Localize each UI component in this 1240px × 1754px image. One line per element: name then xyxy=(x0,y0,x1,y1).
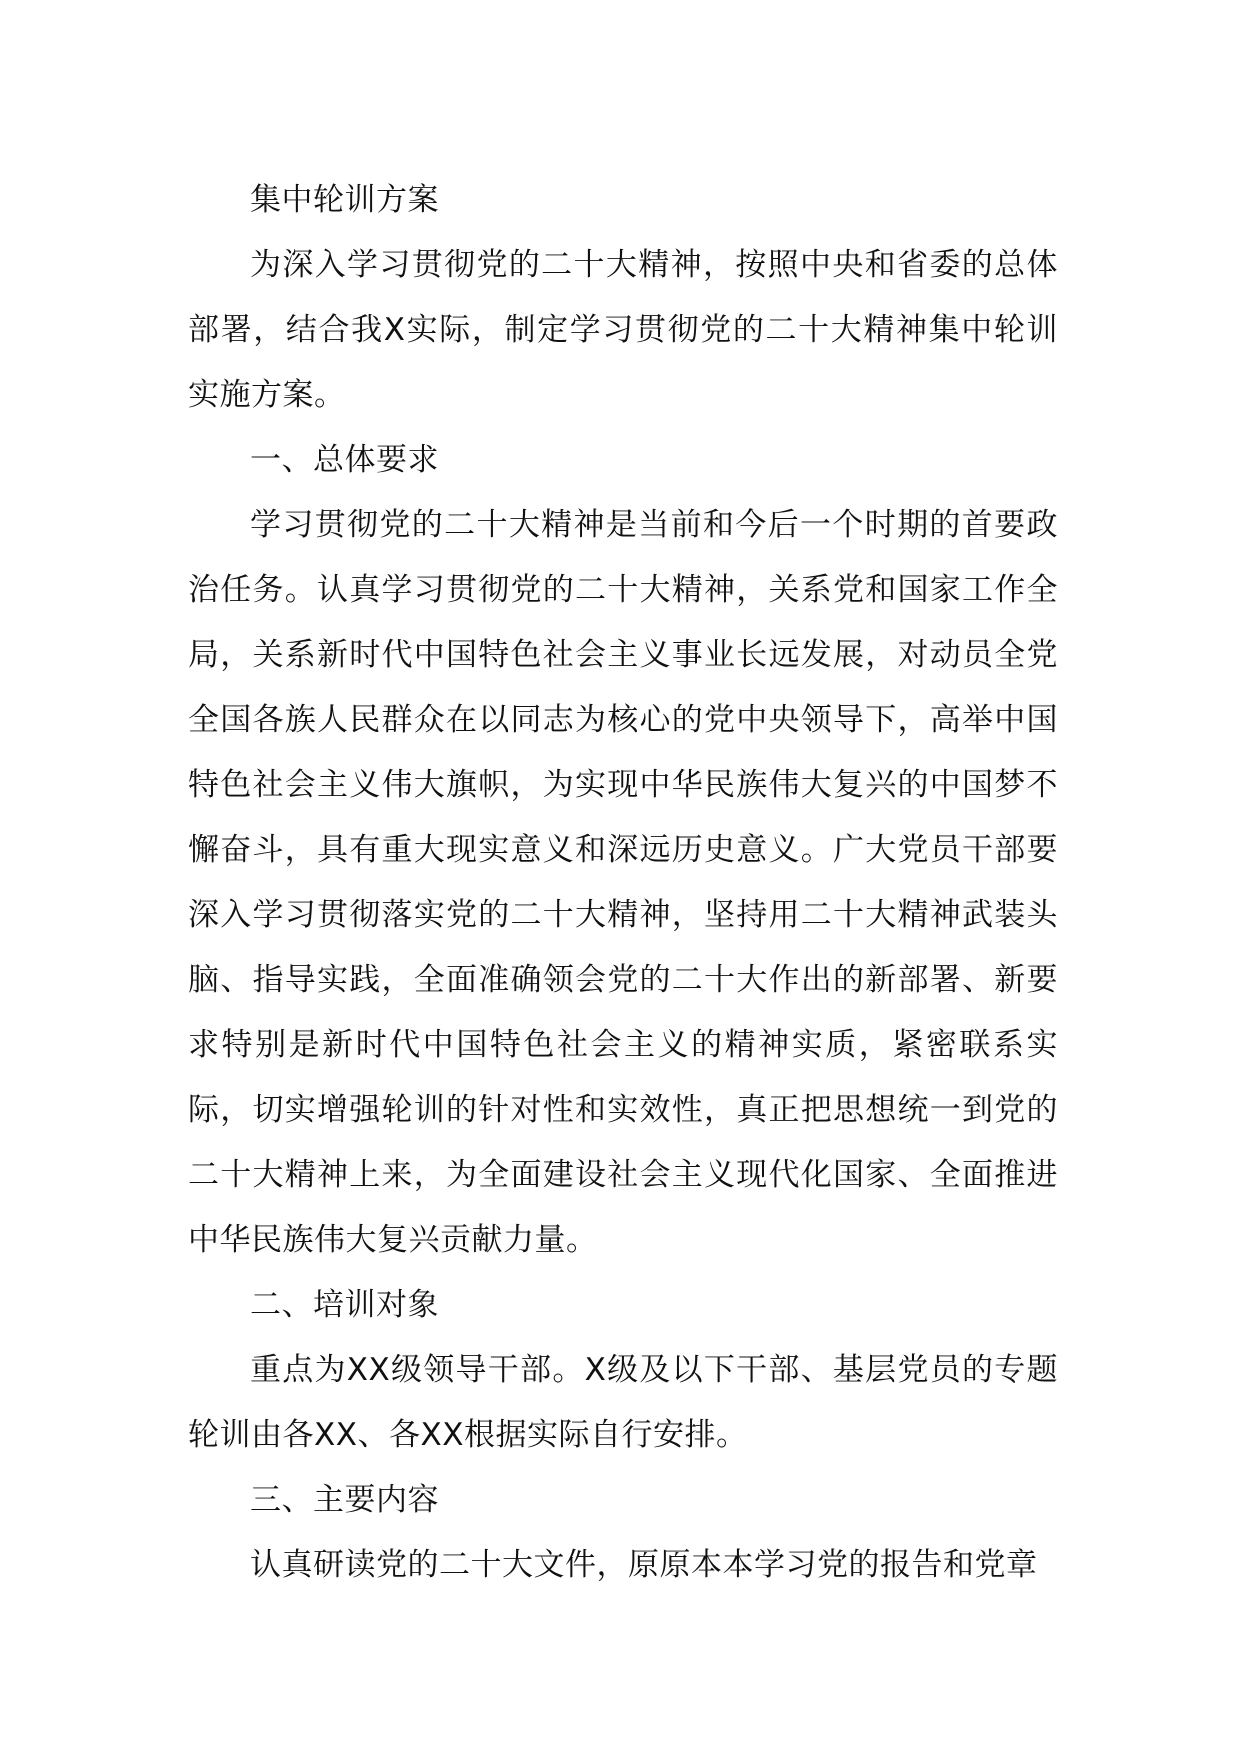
section-heading-main-content: 三、主要内容 xyxy=(250,1482,439,1518)
section-body-main-content: 认真研读党的二十大文件，原原本本学习党的报告和党章 xyxy=(250,1547,1038,1583)
intro-paragraph: 为深入学习贯彻党的二十大精神，按照中央和省委的总体部署，结合我X实际，制定学习贯彻党的二十大精神集中轮训实施方案。 xyxy=(188,247,1058,413)
document-title: 集中轮训方案 xyxy=(250,182,439,218)
section-heading-training-targets: 二、培训对象 xyxy=(250,1287,439,1323)
section-body-general-requirements: 学习贯彻党的二十大精神是当前和今后一个时期的首要政治任务。认真学习贯彻党的二十大精神，关系党和国家工作全局，关系新时代中国特色社会主义事业长远发展，对动员全党全国各族人民群众在以同志为核心的党中央领导下，高举中国特色社会主义伟大旗帜，为实现中华民族伟大复兴的中国梦不懈奋斗，具有重大现实意义和深远历史意义。广大党员干部要深入学习贯彻落实党的二十大精神，坚持用二十大精神武装头脑、指导实践，全面准确领会党的二十大作出的新部署、新要求特别是新时代中国特色社会主义的精神实质，紧密联系实际，切实增强轮训的针对性和实效性，真正把思想统一到党的二十大精神上来，为全面建设社会主义现代化国家、全面推进中华民族伟大复兴贡献力量。 xyxy=(188,507,1058,1258)
section-heading-general-requirements: 一、总体要求 xyxy=(250,442,439,478)
section-body-training-targets: 重点为XX级领导干部。X级及以下干部、基层党员的专题轮训由各XX、各XX根据实际自行安排。 xyxy=(188,1352,1058,1453)
document-body xyxy=(188,168,1058,1598)
